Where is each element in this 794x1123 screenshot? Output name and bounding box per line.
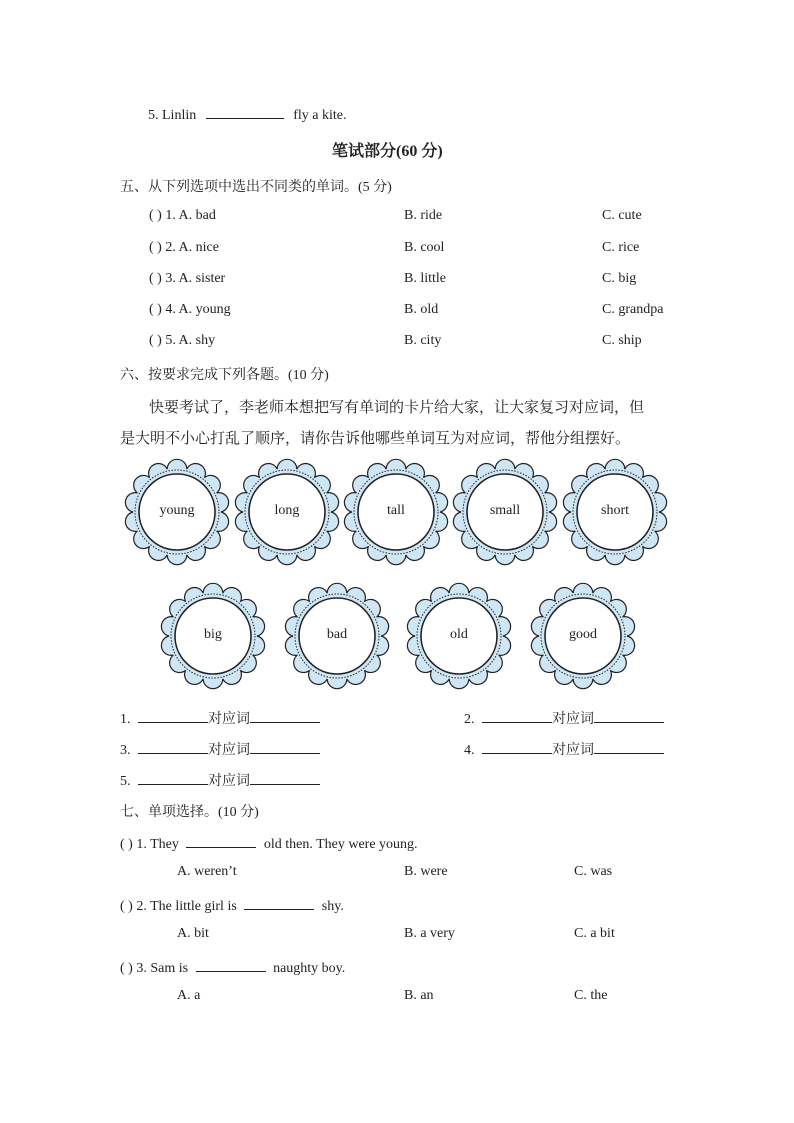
word-card-tall: tall — [387, 503, 405, 518]
word-card-young: young — [159, 503, 195, 518]
answer-blank[interactable] — [186, 833, 256, 848]
section6-instruction-line2: 是大明不小心打乱了顺序，请你告诉他哪些单词互为对应词，帮他分组摆好。 — [120, 431, 631, 447]
section7-heading: 七、单项选择。(10 分) — [120, 805, 259, 820]
answer-blank[interactable] — [482, 739, 552, 754]
word-card-bad: bad — [326, 627, 348, 642]
question-3: ( ) 3. Sam is naughty boy. — [120, 957, 345, 977]
q2-option-b[interactable]: B. a very — [404, 926, 455, 941]
answer-blank[interactable] — [594, 708, 664, 723]
written-part-title: 笔试部分(60 分) — [332, 143, 443, 160]
answer-blank[interactable] — [244, 895, 314, 910]
pair-line-4: 4. 对应词 — [464, 739, 664, 759]
word-card-old: old — [450, 627, 468, 642]
answer-blank[interactable] — [196, 957, 266, 972]
top-fill-item: 5. Linlin fly a kite. — [148, 104, 347, 124]
pair-line-5: 5. 对应词 — [120, 770, 320, 790]
answer-blank[interactable] — [250, 708, 320, 723]
section6-instruction-line1: 快要考试了，李老师本想把写有单词的卡片给大家，让大家复习对应词，但 — [149, 400, 645, 416]
pair-line-1: 1. 对应词 — [120, 708, 320, 728]
section5-heading: 五、从下列选项中选出不同类的单词。(5 分) — [120, 180, 392, 195]
q1-option-c[interactable]: C. was — [574, 864, 613, 879]
answer-blank[interactable] — [138, 770, 208, 785]
answer-blank[interactable] — [138, 739, 208, 754]
section6-heading: 六、按要求完成下列各题。(10 分) — [120, 368, 329, 383]
word-card-big: big — [204, 627, 222, 642]
word-card-short: short — [601, 503, 629, 518]
q2-option-a[interactable]: A. bit — [177, 926, 209, 941]
q3-option-b[interactable]: B. an — [404, 988, 434, 1003]
q1-option-b[interactable]: B. were — [404, 864, 448, 879]
word-card-good: good — [569, 627, 597, 642]
pair-line-3: 3. 对应词 — [120, 739, 320, 759]
question-1: ( ) 1. They old then. They were young. — [120, 833, 418, 853]
answer-blank[interactable] — [138, 708, 208, 723]
answer-blank[interactable] — [250, 770, 320, 785]
q2-option-c[interactable]: C. a bit — [574, 926, 615, 941]
q3-option-a[interactable]: A. a — [177, 988, 201, 1003]
word-card-small: small — [489, 503, 521, 518]
answer-blank[interactable] — [594, 739, 664, 754]
q1-option-a[interactable]: A. weren’t — [177, 864, 237, 879]
word-card-long: long — [274, 503, 300, 518]
q3-option-c[interactable]: C. the — [574, 988, 608, 1003]
answer-blank[interactable] — [250, 739, 320, 754]
pair-line-2: 2. 对应词 — [464, 708, 664, 728]
answer-blank[interactable] — [482, 708, 552, 723]
question-2: ( ) 2. The little girl is shy. — [120, 895, 344, 915]
